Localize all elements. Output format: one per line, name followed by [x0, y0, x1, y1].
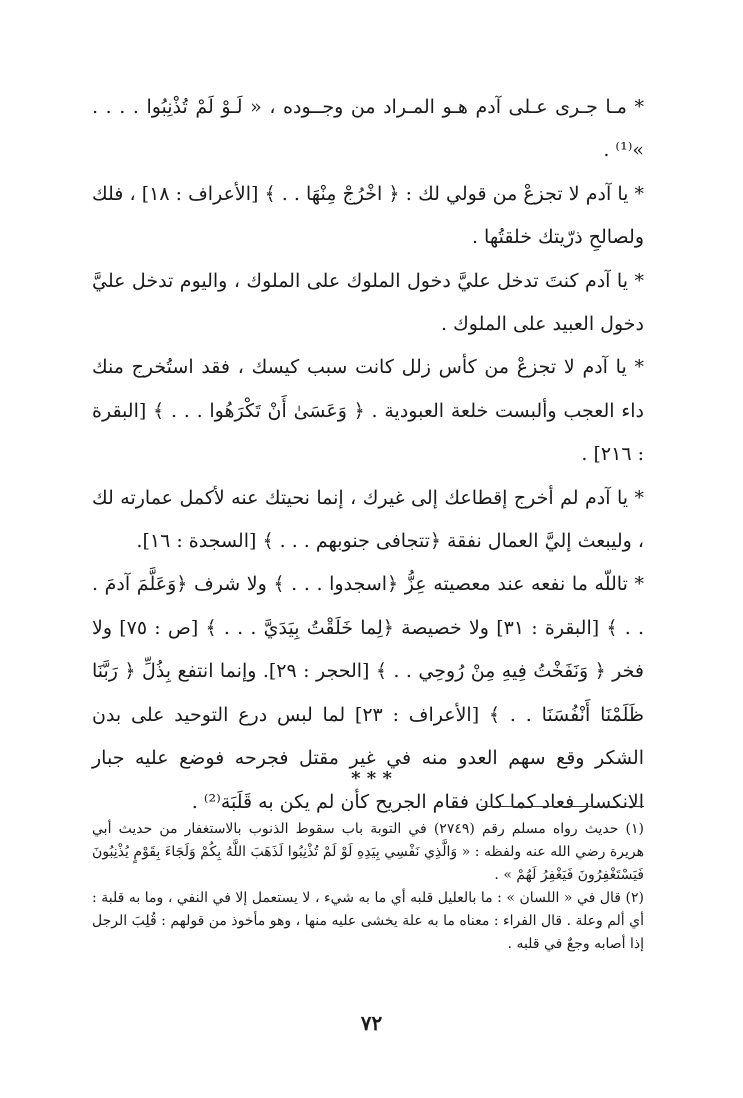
paragraph-3: * يا آدم كنتَ تدخل عليَّ دخول الملوك على الملوك ، واليوم تدخل عليَّ دخول العبيد على الملوك .	[92, 269, 644, 336]
paragraph-2: * يا آدم لا تجزعْ من قولي لك : ﴿ اخْرُجْ مِنْهَا . . ﴾ [الأعراف : ١٨] ، فلك ولصالحِ ذرّيتك خلقتُها .	[92, 182, 644, 249]
paragraph-4: * يا آدم لا تجزعْ من كأس زلل كانت سبب كيسك ، فقد استُخرج منك داء العجب وألبست خلعة العبودية . ﴿ وَعَسَىٰ أَنْ تَكْرَهُوا . . . ﴾ [البقرة : ٢١٦] .	[92, 356, 644, 466]
footnote-1: (١) حديث رواه مسلم رقم (٢٧٤٩) في التوبة باب سقوط الذنوب بالاستغفار من حديث أبي هريرة رضي الله عنه ولفظه : « وَالَّذِي نَفْسِي بِيَدِهِ لَوْ لَمْ تُذْنِبُوا لَذَهَبَ اللَّهُ بِكُمْ وَلَجَاءَ بِقَوْمٍ يُذْنِبُونَ فَيَسْتَغْفِرُونَ فَيَغْفِرُ لَهُمْ » .	[92, 821, 645, 883]
page-number: ٧٢	[360, 1011, 383, 1035]
paragraph-6: * تاللّه ما نفعه عند معصيته عِزُّ ﴿اسجدوا . . . ﴾ ولا شرف ﴿وَعَلَّمَ آدمَ . . . ﴾ [البقرة : ٣١] ولا خصيصة ﴿لِما خَلَقْتُ بِيَدَيَّ . . . ﴾ [ص : ٧٥] ولا فخر ﴿ وَنَفَخْتُ فِيهِ مِنْ رُوحِي . . ﴾ [الحجر : ٢٩]. وإنما انتفع بِذُلِّ ﴿ رَبَّنَا ظَلَمْنَا أَنْفُسَنَا . . ﴾ [الأعراف : ٢٣] لما لبس درع التوحيد على بدن الشكر وقع سهم العدو منه في غير مقتل فجرحه فوضع عليه جبار الانكسار فعاد كما كان فقام الجريح كأن لم يكن به قَلَبَة⁽²⁾ .	[92, 573, 645, 813]
paragraph-1: * مـا جـرى عـلى آدم هـو المـراد من وجــوده ، « لَـوْ لَمْ تُذْنِبُوا . . . . »⁽¹⁾ .	[92, 96, 644, 162]
footnote-rule	[481, 806, 644, 807]
footnote-2: (٢) قال في « اللسان » : ما بالعليل قلبه أي ما به شيء ، لا يستعمل إلا في النفي ، وما به قلبة : أي ألم وعلة . قال الفراء : معناه ما به علة يخشى عليه منها ، وهو مأخوذ من قولهم : قُلِبَ الرجل إذا أصابه وجعٌ في قلبه .	[92, 890, 644, 952]
section-separator: * * *	[351, 768, 392, 789]
paragraph-5: * يا آدم لم أخرج إقطاعك إلى غيرك ، إنما نحيتك عنه لأكمل عمارته لك ، وليبعث إليَّ العمال نفقة ﴿تتجافى جنوبهم . . . ﴾ [السجدة : ١٦].	[92, 486, 644, 553]
main-text	[92, 86, 644, 824]
footnotes	[92, 818, 644, 956]
